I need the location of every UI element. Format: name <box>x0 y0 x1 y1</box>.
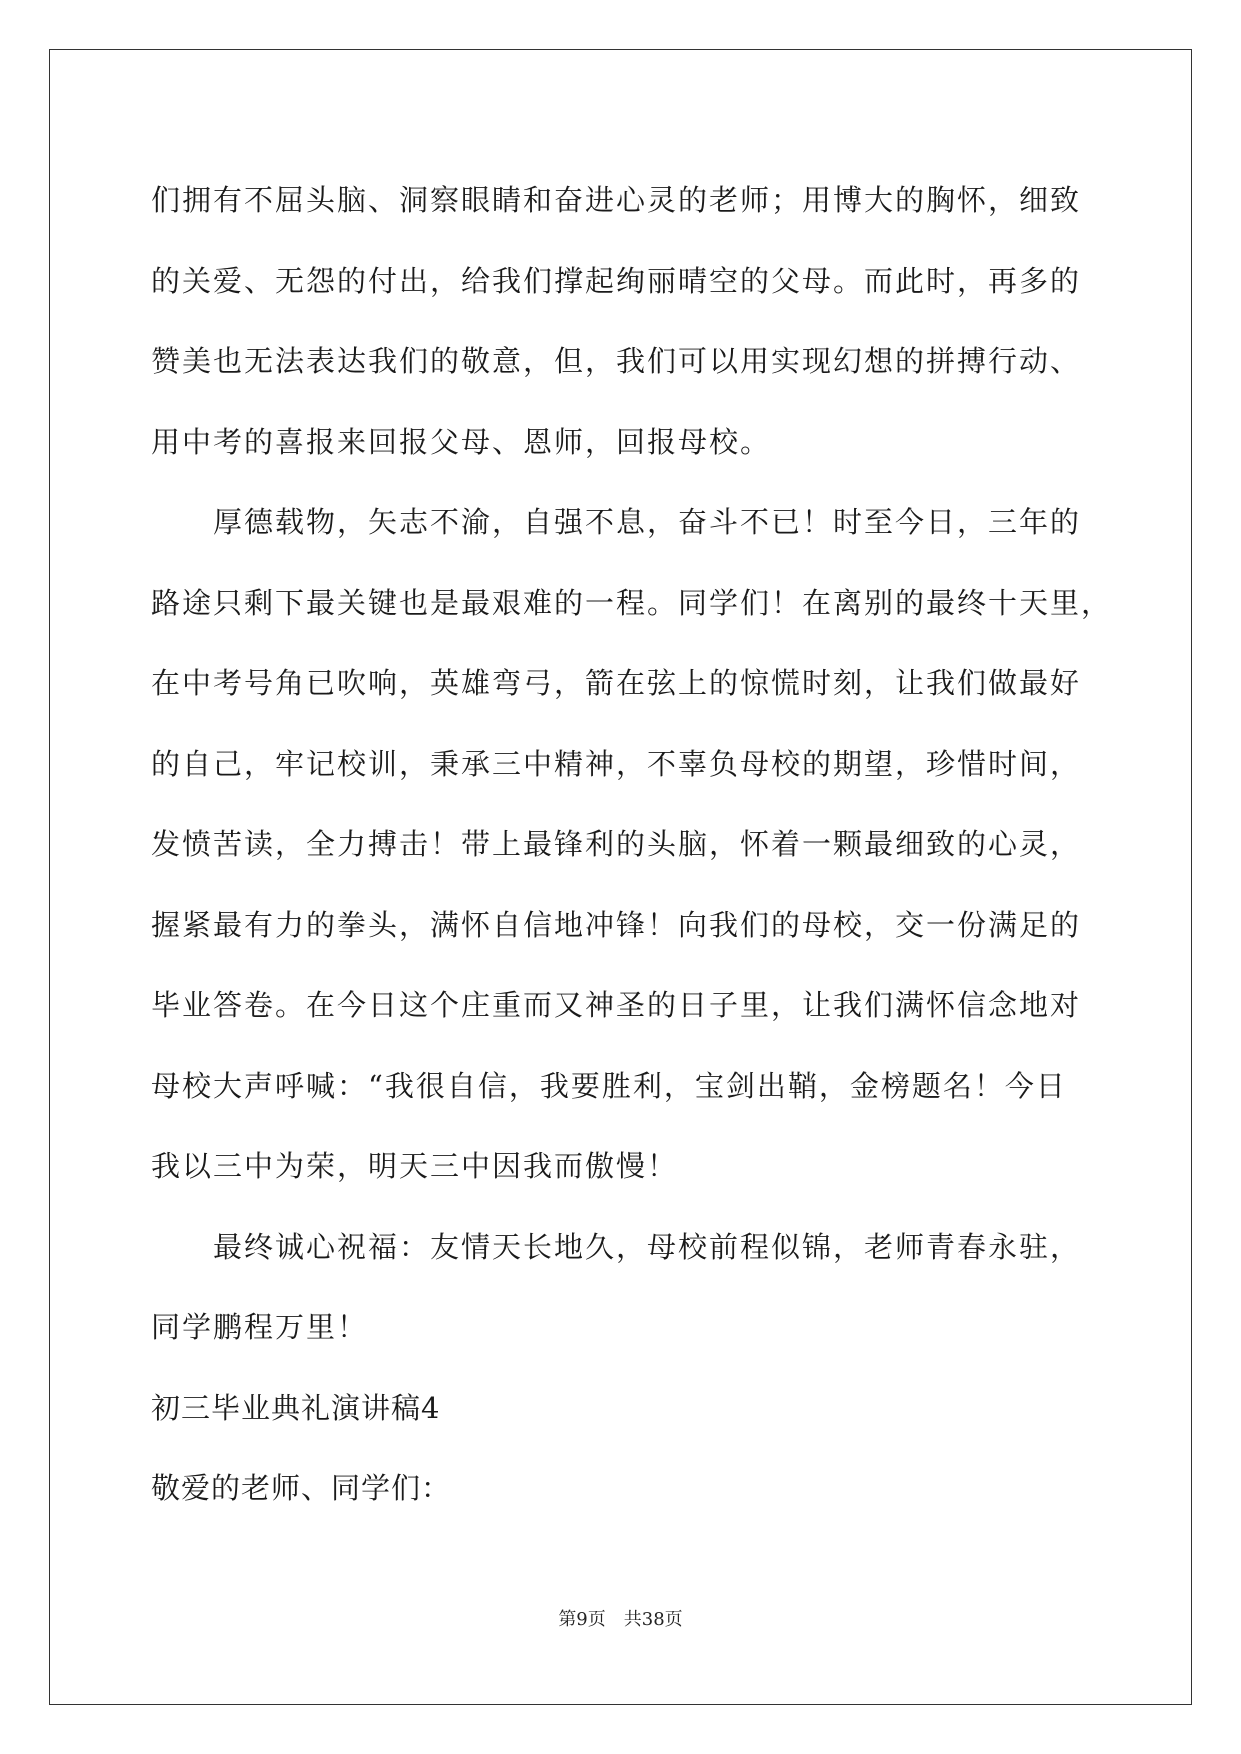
body-line: 用中考的喜报来回报父母、恩师，回报母校。 <box>151 424 772 459</box>
salutation: 敬爱的老师、同学们： <box>151 1471 452 1505</box>
page-total: 共38页 <box>623 1609 683 1630</box>
body-line: 在中考号角已吹响，英雄弯弓，箭在弦上的惊慌时刻，让我们做最好 <box>151 666 1082 700</box>
body-line: 的关爱、无怨的付出，给我们撑起绚丽晴空的父母。而此时，再多的 <box>151 263 1082 298</box>
body-line: 握紧最有力的拳头，满怀自信地冲锋！向我们的母校，交一份满足的 <box>151 907 1082 942</box>
body-line: 发愤苦读，全力搏击！带上最锋利的头脑，怀着一颗最细致的心灵， <box>151 827 1082 861</box>
body-line: 同学鹏程万里！ <box>151 1310 369 1344</box>
page-number: 第9页 <box>558 1609 606 1630</box>
body-line: 母校大声呼喊：“我很自信，我要胜利，宝剑出鞘，金榜题名！今日 <box>151 1068 1067 1103</box>
body-line: 我以三中为荣，明天三中因我而傲慢！ <box>151 1149 679 1183</box>
paragraph-first-line: 最终诚心祝福：友情天长地久，母校前程似锦，老师青春永驻， <box>213 1229 1082 1264</box>
document-body <box>151 160 1111 1529</box>
body-line: 毕业答卷。在今日这个庄重而又神圣的日子里，让我们满怀信念地对 <box>151 988 1082 1022</box>
body-line: 赞美也无法表达我们的敬意，但，我们可以用实现幻想的拼搏行动、 <box>151 344 1082 378</box>
body-line: 们拥有不屈头脑、洞察眼睛和奋进心灵的老师；用博大的胸怀，细致 <box>151 183 1082 217</box>
body-line: 的自己，牢记校训，秉承三中精神，不辜负母校的期望，珍惜时间， <box>151 746 1082 781</box>
page-footer <box>0 1605 1241 1631</box>
section-title: 初三毕业典礼演讲稿4 <box>151 1390 441 1425</box>
body-line: 路途只剩下最关键也是最艰难的一程。同学们！在离别的最终十天里， <box>151 585 1113 620</box>
paragraph-first-line: 厚德载物，矢志不渝，自强不息，奋斗不已！时至今日，三年的 <box>213 505 1082 539</box>
